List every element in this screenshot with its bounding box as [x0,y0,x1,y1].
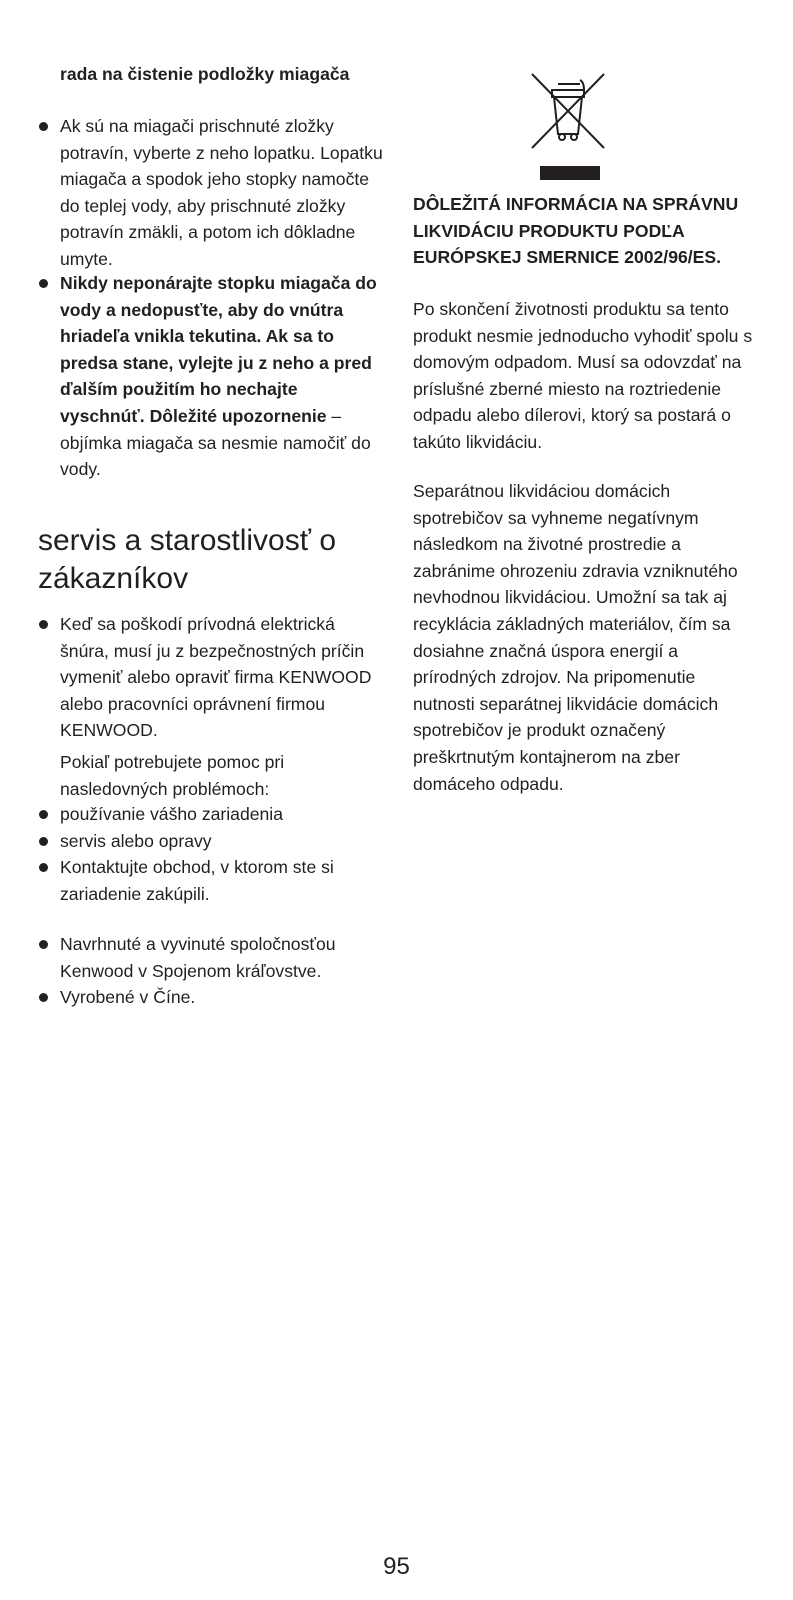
weee-paragraph-1: Po skončení životnosti produktu sa tento produkt nesmie jednoducho vyhodiť spolu s domovým odpadom. Musí sa odovzdať na príslušné zberné miesto na roztriedenie odpadu alebo dílerovi, ktorý sa postará o takúto likvidáciu. [413,299,753,452]
list-item: servis alebo opravy [38,828,383,855]
intro-heading: rada na čistenie podložky miagača [60,64,350,84]
weee-heading: DÔLEŽITÁ INFORMÁCIA NA SPRÁVNU LIKVIDÁCIU PRODUKTU PODĽA EURÓPSKEJ SMERNICE 2002/96/ES. [413,194,739,268]
list-item: Vyrobené v Číne. [38,984,383,1011]
help-intro: Pokiaľ potrebujete pomoc pri nasledovných problémoch: [60,752,285,799]
page-number: 95 [383,1553,410,1580]
list-item: Kontaktujte obchod, v ktorom ste si zariadenie zakúpili. [38,854,383,907]
cleaning-bullet: Ak sú na miagači prischnuté zložky potravín, vyberte z neho lopatku. Lopatku miagača a spodok jeho stopky namočte do teplej vody, aby prischnuté zložky potravín zmäkli, a potom ich dôkladne umyte. [38,113,383,273]
help-list [38,801,383,907]
crossed-out-wheelie-bin-icon [528,70,608,184]
list-item: používanie vášho zariadenia [38,801,383,828]
list-item: Navrhnuté a vyvinuté spoločnosťou Kenwood v Spojenom kráľovstve. [38,931,383,984]
warning-bullet [38,270,383,483]
section-title: servis a starostlivosť o zákazníkov [38,524,337,595]
important-note-label: Dôležité upozornenie [149,405,327,426]
footer-list [38,931,383,1011]
important-note-text: – objímka miagača sa nesmie namočiť do vody. [60,405,371,480]
weee-paragraph-2: Separátnou likvidáciou domácich spotrebičov sa vyhneme negatívnym následkom na životné prostredie a zabránime ohrozeniu zdravia vzniknutého nevhodnou likvidáciou. Umožní sa tak aj recyklácia základných materiálov, čím sa dosiahne značná úspora energií a prírodných zdrojov. Na pripomenutie nutnosti separátnej likvidácie domácich spotrebičov je produkt označený preškrtnutým kontajnerom na zber domáceho odpadu. [413,481,738,794]
service-bullet: Keď sa poškodí prívodná elektrická šnúra, musí ju z bezpečnostných príčin vymeniť alebo opraviť firma KENWOOD alebo pracovníci oprávnení firmou KENWOOD. [38,611,383,744]
warning-bold-text: Nikdy neponárajte stopku miagača do vody a nedopusťte, aby do vnútra hriadeľa vnikla tekutina. Ak sa to predsa stane, vylejte ju z neho a pred ďalším použitím ho nechajte vyschnúť. [60,273,377,426]
